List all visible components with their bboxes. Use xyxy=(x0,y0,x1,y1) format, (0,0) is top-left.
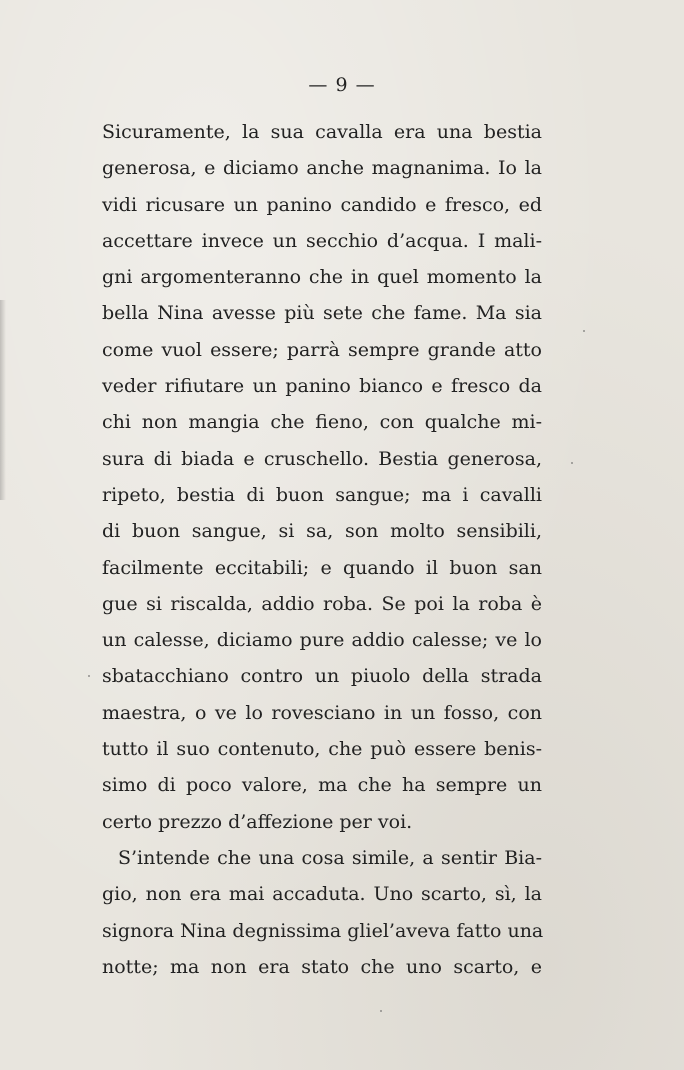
paper-speck xyxy=(380,1010,382,1012)
text-line: facilmente eccitabili; e quando il buon san xyxy=(102,556,542,579)
page-edge-shadow xyxy=(0,300,6,500)
text-line: tutto il suo contenuto, che può essere benis- xyxy=(102,738,542,761)
text-line: ripeto, bestia di buon sangue; ma i cavalli xyxy=(102,483,542,506)
text-line: gni argomenteranno che in quel momento la xyxy=(102,266,542,289)
text-line: sbatacchiano contro un piuolo della strada xyxy=(102,665,542,688)
paper-speck xyxy=(88,675,90,677)
text-line: S’intende che una cosa simile, a sentir Bia- xyxy=(118,846,542,869)
text-line: gue si riscalda, addio roba. Se poi la roba è xyxy=(102,592,542,615)
text-line: veder rifiutare un panino bianco e fresco da xyxy=(102,375,542,398)
text-line: notte; ma non era stato che uno scarto, e xyxy=(102,955,542,978)
paper-speck xyxy=(583,330,585,332)
text-line: sura di biada e cruschello. Bestia generosa, xyxy=(102,447,542,470)
body-text xyxy=(102,114,542,985)
paper-speck xyxy=(571,462,573,464)
text-line: bella Nina avesse più sete che fame. Ma sia xyxy=(102,302,542,325)
text-line: un calesse, diciamo pure addio calesse; ve lo xyxy=(102,629,542,652)
page-number: — 9 — xyxy=(308,74,376,96)
text-line: chi non mangia che fieno, con qualche mi- xyxy=(102,411,542,434)
text-line: generosa, e diciamo anche magnanima. Io la xyxy=(102,157,542,180)
text-line: simo di poco valore, ma che ha sempre un xyxy=(102,774,542,797)
text-line: Sicuramente, la sua cavalla era una bestia xyxy=(102,121,542,143)
text-line: signora Nina degnissima gliel’aveva fatto una xyxy=(102,919,544,942)
text-line: maestra, o ve lo rovesciano in un fosso, con xyxy=(102,701,542,724)
text-line: certo prezzo d’affezione per voi. xyxy=(102,810,413,833)
text-line: vidi ricusare un panino candido e fresco, ed xyxy=(102,193,542,216)
text-line: di buon sangue, si sa, son molto sensibili, xyxy=(102,520,542,543)
text-line: come vuol essere; parrà sempre grande atto xyxy=(102,338,542,361)
text-line: accettare invece un secchio d’acqua. I mali- xyxy=(102,229,542,252)
text-line: gio, non era mai accaduta. Uno scarto, sì, la xyxy=(102,883,542,906)
